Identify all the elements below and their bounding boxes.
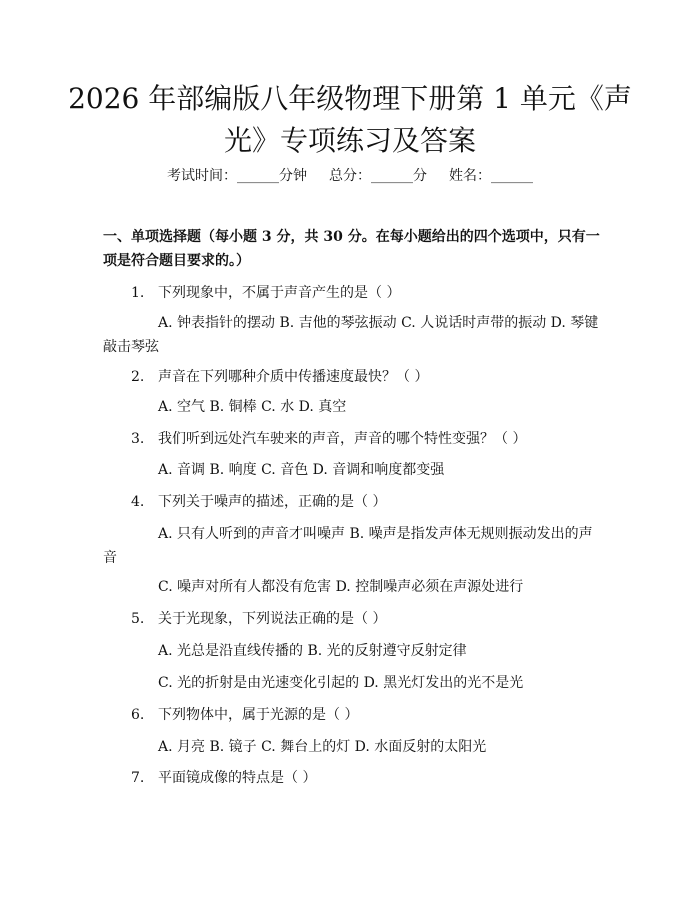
question-4-options-line-1: A. 只有人听到的声音才叫噪声 B. 噪声是指发声体无规则振动发出的声音: [103, 526, 593, 566]
page-title: 2026 年部编版八年级物理下册第 1 单元《声光》专项练习及答案: [68, 82, 632, 157]
exam-time-field: 考试时间：______分钟: [167, 168, 307, 184]
question-text: 下列物体中，属于光源的是（ ）: [158, 707, 359, 723]
question-text: 下列现象中，不属于声音产生的是（ ）: [158, 285, 401, 301]
exam-info-line: [0, 166, 700, 186]
question-text: 我们听到远处汽车驶来的声音，声音的哪个特性变强？（ ）: [158, 431, 527, 447]
total-score-field: 总分：______分: [329, 168, 427, 184]
question-5-options-line-1: A. 光总是沿直线传播的 B. 光的反射遵守反射定律: [158, 643, 467, 659]
question-number: 1.: [131, 285, 145, 301]
question-number: 3.: [131, 431, 145, 447]
section-heading: 一、单项选择题（每小题 3 分，共 30 分。在每小题给出的四个选项中，只有一项是符合题目要求的。）: [103, 229, 600, 269]
question-5-options-line-2: C. 光的折射是由光速变化引起的 D. 黑光灯发出的光不是光: [158, 675, 524, 691]
question-number: 2.: [131, 369, 145, 385]
question-number: 6.: [131, 707, 145, 723]
question-number: 7.: [131, 770, 145, 786]
name-field: 姓名：______: [449, 168, 533, 184]
question-6-options: A. 月亮 B. 镜子 C. 舞台上的灯 D. 水面反射的太阳光: [158, 739, 487, 755]
question-text: 平面镜成像的特点是（ ）: [158, 770, 317, 786]
question-4-options-line-2: C. 噪声对所有人都没有危害 D. 控制噪声必须在声源处进行: [158, 579, 524, 595]
question-text: 下列关于噪声的描述，正确的是（ ）: [158, 494, 387, 510]
question-1-options: A. 钟表指针的摆动 B. 吉他的琴弦振动 C. 人说话时声带的振动 D. 琴键敲击琴弦: [103, 315, 599, 355]
question-text: 关于光现象，下列说法正确的是（ ）: [158, 611, 387, 627]
question-3-options: A. 音调 B. 响度 C. 音色 D. 音调和响度都变强: [158, 462, 445, 478]
question-number: 5.: [131, 611, 145, 627]
question-2-options: A. 空气 B. 铜棒 C. 水 D. 真空: [158, 399, 347, 415]
question-text: 声音在下列哪种介质中传播速度最快？（ ）: [158, 369, 429, 385]
question-number: 4.: [131, 494, 145, 510]
